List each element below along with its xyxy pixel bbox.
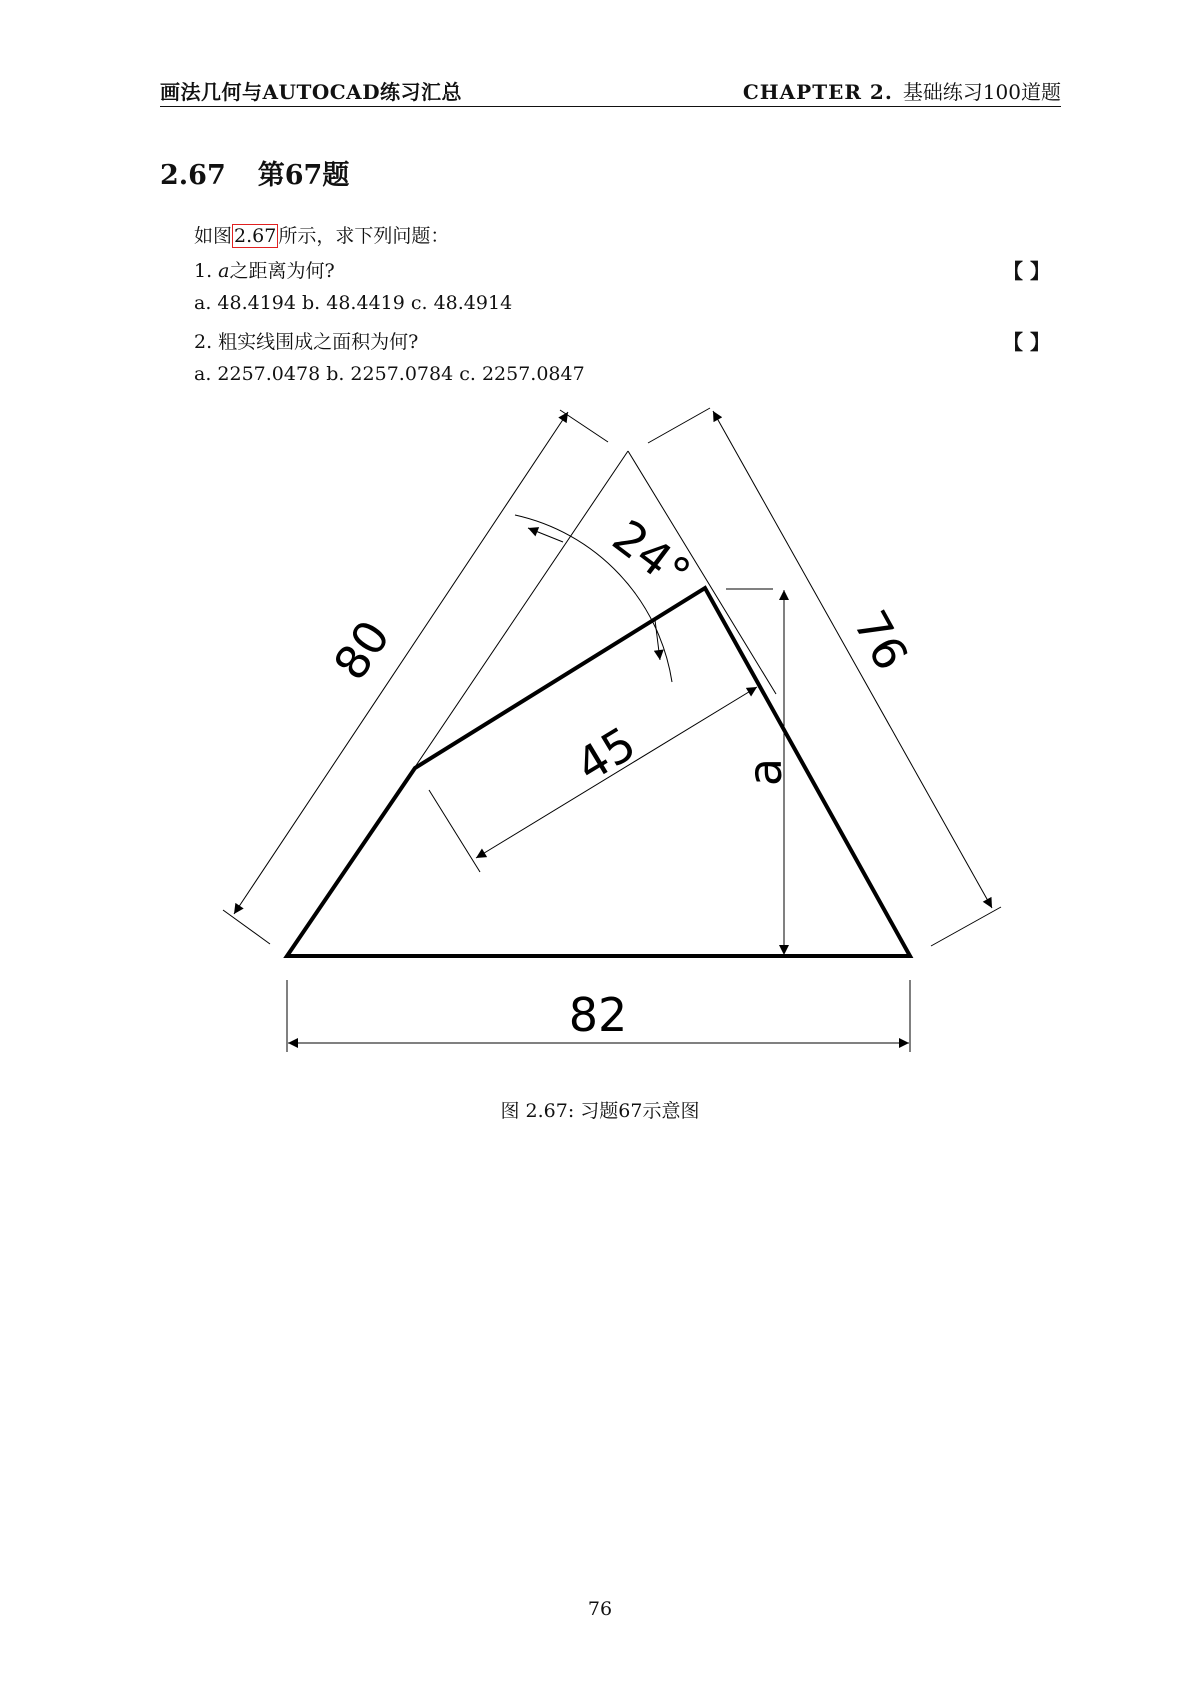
dim-80-label: 80 bbox=[322, 610, 401, 690]
question-2-text: 粗实线围成之面积为何? bbox=[218, 331, 419, 353]
question-1-number: 1. bbox=[194, 260, 219, 282]
section-title: 第67题 bbox=[257, 160, 350, 191]
header-book-title: 画法几何与AUTOCAD练习汇总 bbox=[160, 80, 463, 104]
dim-80-extension-top bbox=[560, 410, 608, 442]
intro-prefix: 如图 bbox=[194, 225, 233, 247]
dimension-76 bbox=[648, 408, 1001, 946]
dim-a-label: a bbox=[738, 757, 792, 787]
dimension-80 bbox=[223, 410, 608, 944]
dim-45-extension-left bbox=[429, 790, 480, 872]
header-chapter-number: CHAPTER 2. bbox=[742, 80, 893, 104]
answer-bracket-2: 【 】 bbox=[1003, 330, 1050, 354]
intro-suffix: 所示，求下列问题： bbox=[278, 225, 450, 247]
angle-arrow-right bbox=[655, 620, 660, 660]
page-number: 76 bbox=[587, 1598, 613, 1620]
dim-82-label: 82 bbox=[568, 988, 628, 1042]
question-1-text: 之距离为何? bbox=[229, 260, 335, 282]
question-2-options: a. 2257.0478 b. 2257.0784 c. 2257.0847 bbox=[194, 363, 585, 385]
dim-76-label: 76 bbox=[843, 601, 919, 679]
dim-76-extension-top bbox=[648, 408, 710, 443]
dim-80-extension-bottom bbox=[223, 910, 270, 944]
question-1-options: a. 48.4194 b. 48.4419 c. 48.4914 bbox=[194, 292, 513, 314]
construction-line-left bbox=[415, 451, 628, 767]
answer-bracket-1: 【 】 bbox=[1003, 259, 1050, 283]
angle-arrow-left bbox=[528, 528, 563, 542]
dim-76-extension-bottom bbox=[931, 907, 1001, 946]
dim-80-line bbox=[234, 412, 568, 914]
figure-ref-link[interactable]: 2.67 bbox=[234, 225, 277, 247]
dim-45-label: 45 bbox=[566, 716, 645, 793]
header-chapter-title: 基础练习100道题 bbox=[902, 80, 1061, 104]
question-2-number: 2. bbox=[194, 331, 219, 353]
construction-lines bbox=[415, 451, 776, 767]
question-1-variable: a bbox=[218, 260, 230, 282]
section-number: 2.67 bbox=[160, 160, 226, 191]
figure-caption: 图 2.67: 习题67示意图 bbox=[500, 1100, 700, 1122]
dim-angle-label: 24° bbox=[602, 509, 701, 602]
